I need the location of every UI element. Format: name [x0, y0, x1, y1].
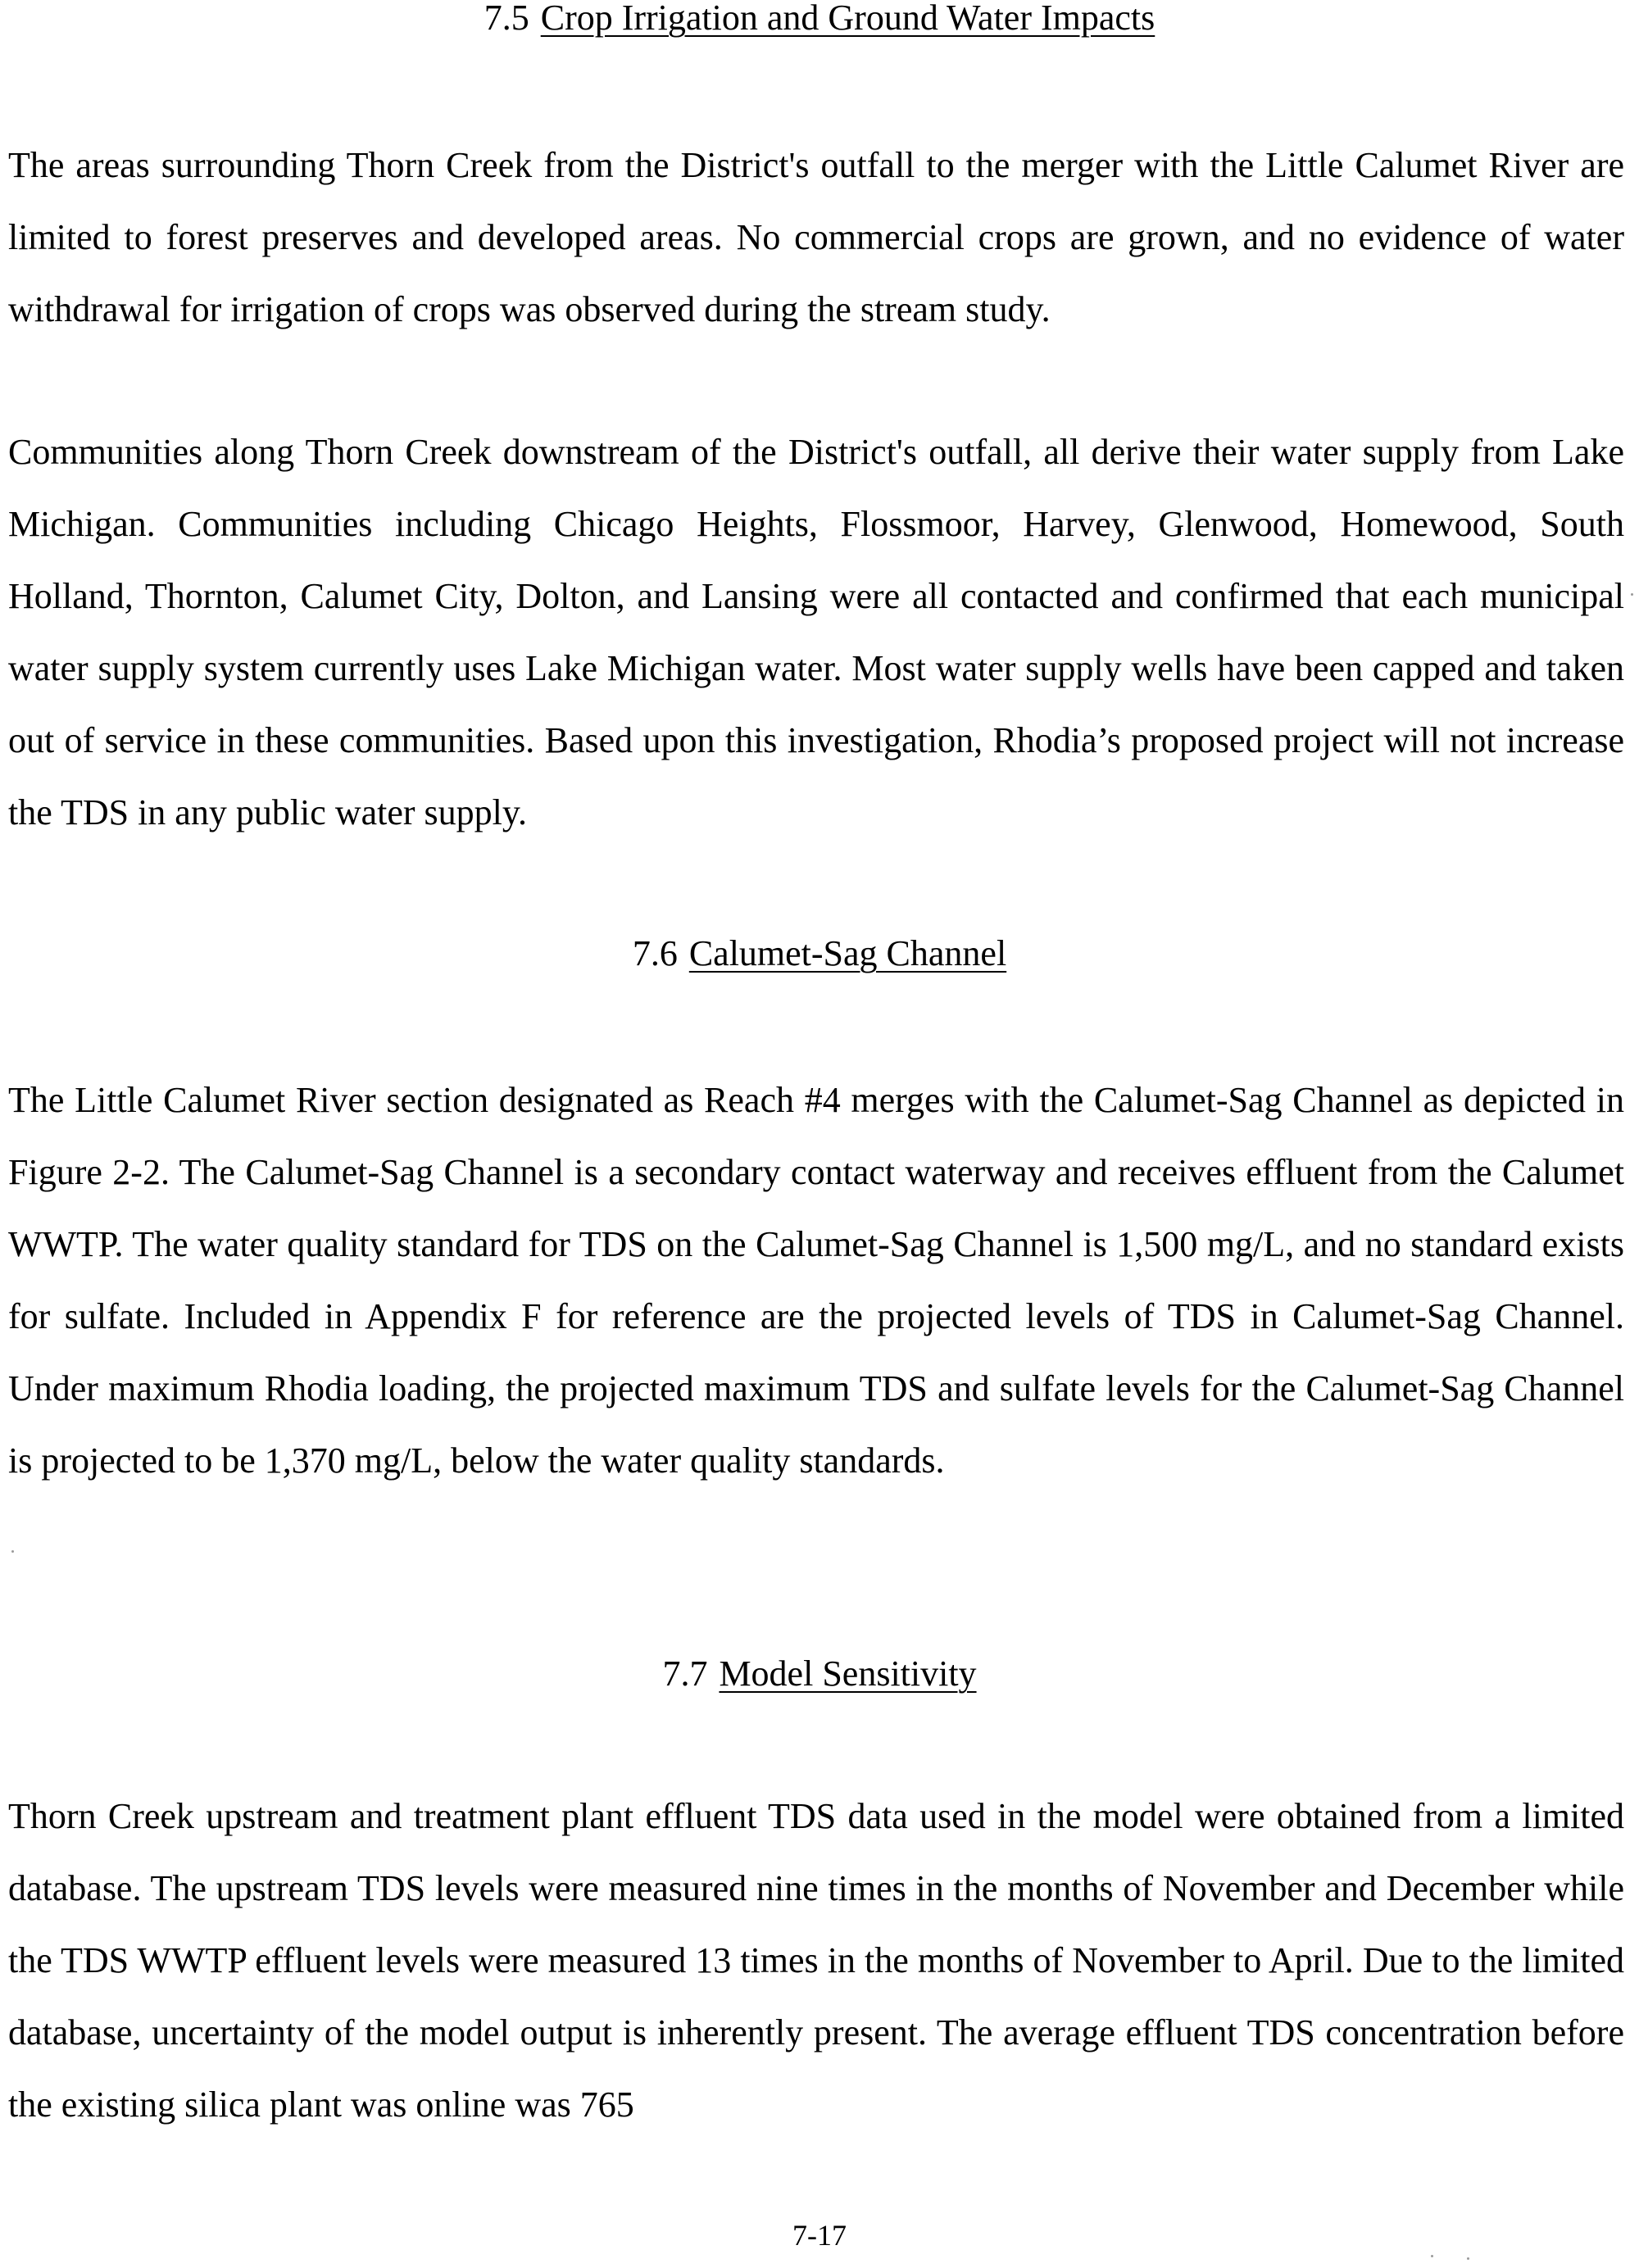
scan-speck — [1467, 2257, 1469, 2260]
page-number: 7-17 — [792, 2219, 847, 2252]
paragraph-communities-water-supply: Communities along Thorn Creek downstream of the District's outfall, all derive their water supply from Lake Michigan. Communities including Chicago Heights, Flossmoor, Harvey, Glenwood, Homewood, South Holland, Thornton, Calumet City, Dolton, and Lansing were all contacted and confirmed that each municipal water supply system currently uses Lake Michigan water. Most water supply wells have been capped and taken out of service in these communities. Based upon this investigation, Rhodia’s proposed project will not increase the TDS in any public water supply. — [8, 432, 1624, 832]
section-heading-7-6 — [0, 932, 1639, 975]
section-number: 7.6 — [632, 933, 678, 973]
paragraph-thorn-creek-areas: The areas surrounding Thorn Creek from the District's outfall to the merger with the Little Calumet River are limited to forest preserves and developed areas. No commercial crops are grown, and no evidence of water withdrawal for irrigation of crops was observed during the stream study. — [8, 145, 1624, 329]
section-title: Calumet-Sag Channel — [688, 933, 1007, 973]
scan-speck — [11, 1550, 14, 1553]
section-heading-7-7 — [0, 1653, 1639, 1695]
section-title: Crop Irrigation and Ground Water Impacts — [540, 0, 1155, 38]
section-number: 7.5 — [484, 0, 529, 38]
scan-speck — [1631, 593, 1633, 596]
paragraph-model-sensitivity: Thorn Creek upstream and treatment plant effluent TDS data used in the model were obtained from a limited database. The upstream TDS levels were measured nine times in the months of November and December while the TDS WWTP effluent levels were measured 13 times in the months of November to April. Due to the limited database, uncertainty of the model output is inherently present. The average effluent TDS concentration before the existing silica plant was online was 765 — [8, 1796, 1624, 2125]
section-heading-7-5 — [0, 0, 1639, 39]
paragraph-calumet-sag-channel: The Little Calumet River section designated as Reach #4 merges with the Calumet-Sag Channel as depicted in Figure 2-2. The Calumet-Sag Channel is a secondary contact waterway and receives effluent from the Calumet WWTP. The water quality standard for TDS on the Calumet-Sag Channel is 1,500 mg/L, and no standard exists for sulfate. Included in Appendix F for reference are the projected levels of TDS in Calumet-Sag Channel. Under maximum Rhodia loading, the projected maximum TDS and sulfate levels for the Calumet-Sag Channel is projected to be 1,370 mg/L, below the water quality standards. — [8, 1080, 1624, 1481]
scan-speck — [1431, 2255, 1433, 2257]
section-title: Model Sensitivity — [719, 1653, 977, 1694]
section-number: 7.7 — [662, 1653, 708, 1694]
